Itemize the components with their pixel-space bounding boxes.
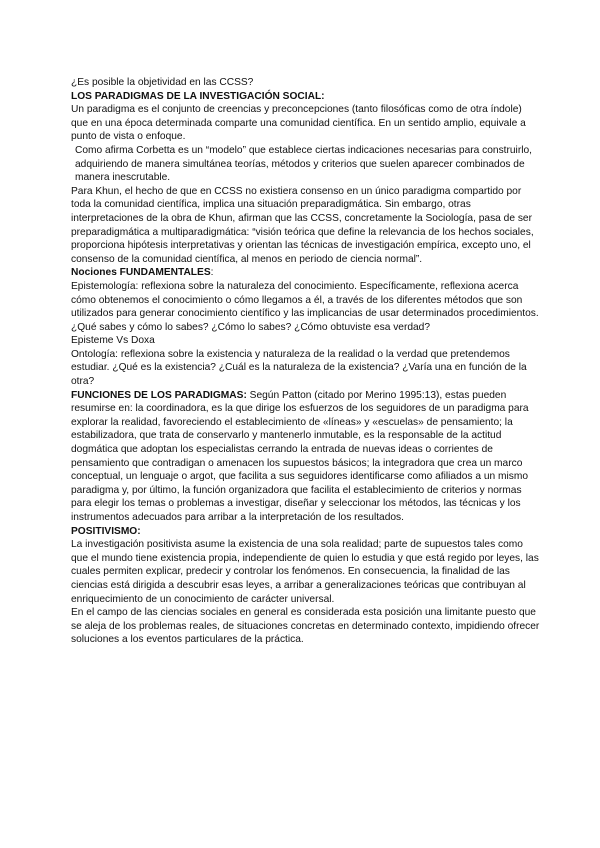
document-page <box>71 76 541 647</box>
heading-paradigmas: LOS PARADIGMAS DE LA INVESTIGACIÓN SOCIAL: <box>71 90 325 102</box>
heading-nociones-colon: : <box>210 267 214 279</box>
heading-positivismo: POSITIVISMO: <box>71 525 141 537</box>
paragraph-episteme: Episteme Vs Doxa <box>71 335 155 347</box>
paragraph-positivismo: La investigación positivista asume la existencia de una sola realidad; parte de supuestos tales como que el mundo tiene existencia propia, independiente de quien lo estudia y que está regido por leyes, las cuales permiten explicar, predecir y controlar los fenómenos. En consecuencia, la finalidad de las ciencias está dirigida a descubrir esas leyes, a arribar a generalizaciones teóricas que contribuyan al enriquecimiento de un conocimiento de carácter universal. <box>71 539 539 605</box>
paragraph-ontologia: Ontología: reflexiona sobre la existencia y naturaleza de la realidad o la verdad que pretendemos estudiar. ¿Qué es la existencia? ¿Cuál es la naturaleza de la existencia? ¿Varía una en función de la otra? <box>71 348 527 388</box>
paragraph-paradigma: Un paradigma es el conjunto de creencias y preconcepciones (tanto filosóficas como de otra índole) que en una época determinada comparte una comunidad científica. En un sentido amplio, equivale a punto de vista o enfoque. <box>71 104 526 143</box>
paragraph-funciones <box>71 389 541 525</box>
paragraph-corbetta: Como afirma Corbetta es un “modelo” que establece ciertas indicaciones necesarias para construirlo, adquiriendo de manera simultánea teorías, métodos y criterios que suelen aparecer combinados de manera inescrutable. <box>75 144 532 184</box>
question-line: ¿Es posible la objetividad en las CCSS? <box>71 77 254 88</box>
heading-nociones <box>71 266 541 280</box>
funciones-text: Según Patton (citado por Merino 1995:13), estas pueden resumirse en: la coordinadora, es la que dirige los esfuerzos de los seguidores de un paradigma para explorar la realidad, favoreciendo el establecimiento de «líneas» y «escuelas» de pensamiento; la estabilizadora, que trata de conservarlo y mantenerlo inmutable, es la responsable de la actitud dogmática que adoptan los especialistas cerrando la entrada de nuevas ideas o corrientes de pensamiento que contradigan o amenacen los supuestos básicos; la integradora que crea un marco conceptual, un lenguaje o argot, que facilita a sus seguidores identificarse como afiliados a un mismo paradigma y, por último, la función organizadora que facilita el establecimiento de criterios y normas para elegir los temas o problemas a investigar, diseñar y seleccionar los métodos, las técnicas y los instrumentos adecuados para arribar a la interpretación de los resultados. <box>71 389 529 523</box>
paragraph-campo: En el campo de las ciencias sociales en general es considerada esta posición una limitante puesto que se aleja de los problemas reales, de situaciones concretas en determinado contexto, impidiendo ofrecer soluciones a los eventos particulares de la práctica. <box>71 607 540 646</box>
heading-funciones: FUNCIONES DE LOS PARADIGMAS: <box>71 389 247 401</box>
paragraph-epistemologia: Epistemología: reflexiona sobre la naturaleza del conocimiento. Específicamente, reflexiona acerca cómo obtenemos el conocimiento o cómo llegamos a él, a través de los diferentes métodos que son utilizados para generar conocimiento científico y las implicancias de usar determinados procedimientos. ¿Qué sabes y cómo lo sabes? ¿Cómo lo sabes? ¿Cómo obtuviste esa verdad? <box>71 280 539 333</box>
paragraph-khun: Para Khun, el hecho de que en CCSS no existiera consenso en un único paradigma compartido por toda la comunidad científica, implica una situación preparadigmática. Sin embargo, otras interpretaciones de la obra de Khun, afirman que las CCSS, concretamente la Sociología, pasa de ser preparadigmática a multiparadigmática: “visión teórica que define la relevancia de los hechos sociales, proporciona hipótesis interpretativas y orientan las técnicas de investigación empírica, excepto uno, el consenso de la comunidad científica, al menos en periodo de ciencia normal”. <box>71 185 534 265</box>
heading-nociones-text: Nociones FUNDAMENTALES <box>71 267 211 279</box>
